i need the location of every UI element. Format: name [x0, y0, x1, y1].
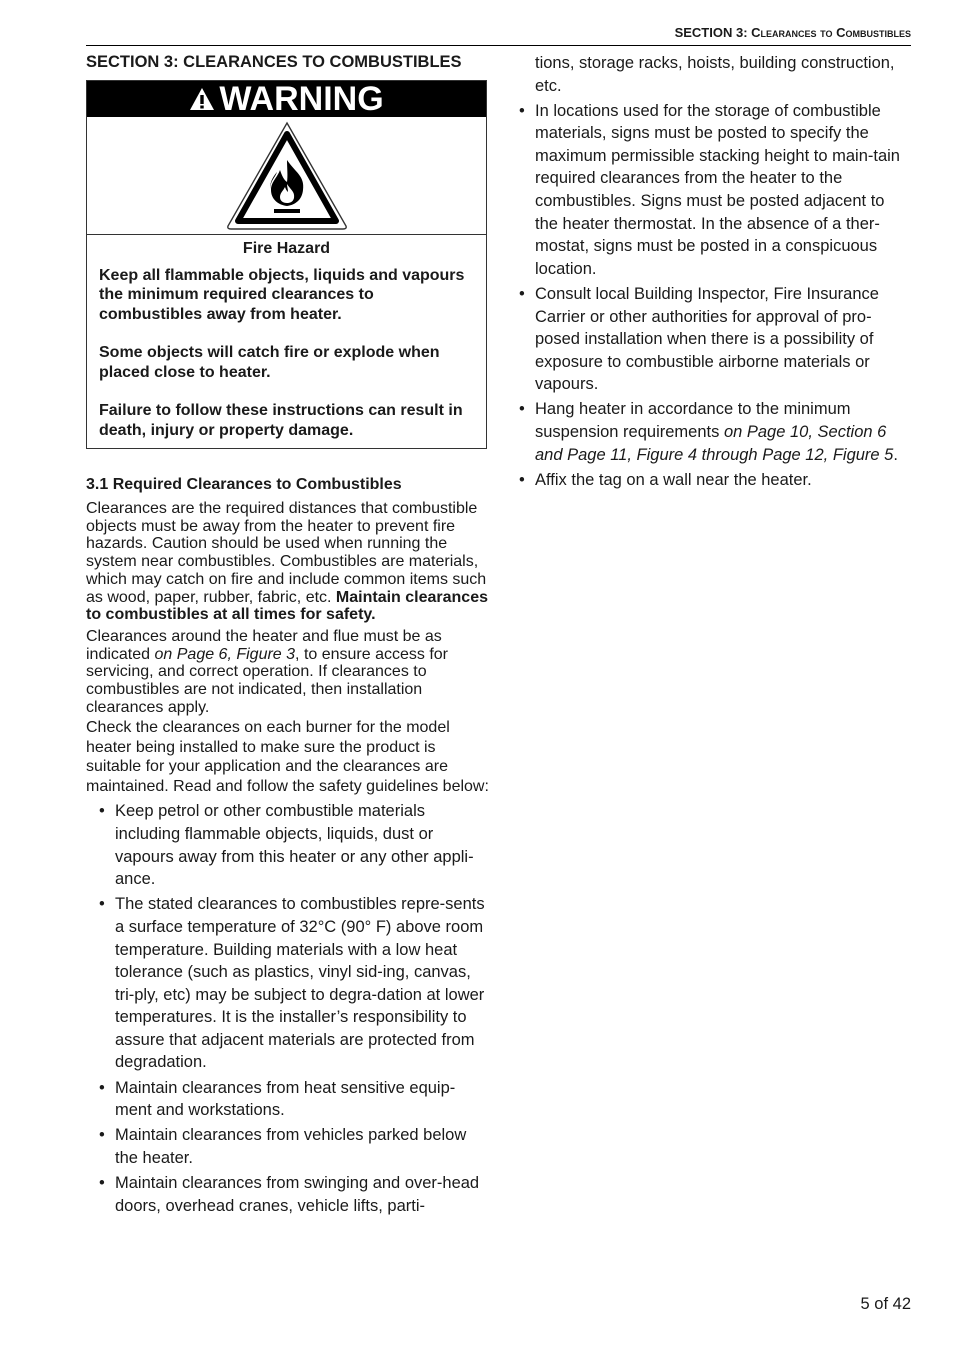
subsection-title: 3.1 Required Clearances to Combustibles [86, 476, 402, 493]
clearances-paragraph-bold: Maintain clearances to combustibles at all times for safety. [86, 588, 488, 624]
hazard-title: Fire Hazard [242, 240, 331, 257]
flue-clearances-text-b: , to ensure access for servicing, and correct operation. If clearances to combustibles are not indicated, then installation clearances apply. [86, 645, 449, 716]
clearances-paragraph-text: Clearances are the required distances that combustible objects must be away from the heater to prevent fire hazards. Caution should be used when running the system near combustibles. Combustibles are materials, which may catch on fire and include common items such as wood, paper, rubber, fabric, etc. [86, 500, 487, 606]
warning-box [86, 80, 487, 449]
section-title: SECTION 3: CLEARANCES TO COMBUSTIBLES [86, 53, 462, 71]
check-clearances-paragraph: Check the clearances on each burner for the model heater being installed to make sure the product is suitable for your application and the clearances are maintained. Read and follow the safety guidelines below: [86, 719, 489, 795]
suspension-reference: on Page 10, Section 6 and Page 11, Figure 4 through Page 12, Figure 5 [535, 423, 894, 464]
warning-banner [87, 81, 486, 117]
warning-paragraph-3: Failure to follow these instructions can result in death, injury or property damage. [99, 402, 463, 439]
list-item: • Keep petrol or other combustible materials including flammable objects, liquids, dust or vapours away from this heater or any other appli-ance. [99, 802, 474, 889]
list-item: • Consult local Building Inspector, Fire Insurance Carrier or other authorities for approval of pro-posed installation when there is a possibility of exposure to combustible airborne materials or vapours. [519, 284, 879, 394]
list-item: • Affix the tag on a wall near the heater. [519, 470, 812, 489]
running-header [86, 24, 911, 46]
running-header-section-name: Clearances to Combustibles [751, 25, 911, 40]
flue-clearances-paragraph [86, 628, 490, 717]
list-item: • In locations used for the storage of combustible materials, signs must be posted to specify the maximum permissible stacking height to main-tain required clearances from the heater to the combustibles. Signs must be posted adjacent to the heater thermostat. In the absence of a ther-mostat, signs must be posted in a conspicuous location. [519, 101, 900, 278]
list-item: • Maintain clearances from heat sensitive equip-ment and workstations. [99, 1078, 456, 1120]
clearances-paragraph [86, 500, 490, 624]
safety-guidelines-list [86, 800, 490, 1217]
warning-text [87, 235, 486, 448]
safety-guidelines-list-continued [519, 100, 911, 492]
flue-clearances-text-a: Clearances around the heater and flue must be as indicated [86, 627, 442, 663]
list-item: • The stated clearances to combustibles repre-sents a surface temperature of 32°C (90° F) above room temperature. Building materials with a low heat tolerance (such as plastics, vinyl sid-ing, canvas, tri-ply, etc) may be subject to degra-dation at lower temperatures. It is the installer’s responsibility to assure that adjacent materials are protected from degradation. [99, 895, 485, 1072]
warning-symbol-area [87, 117, 486, 235]
list-continuation: tions, storage racks, hoists, building construction, etc. [535, 54, 895, 95]
figure-3-reference: on Page 6, Figure 3 [154, 645, 296, 663]
running-header-prefix: SECTION 3: [674, 25, 752, 40]
list-item: • Hang heater in accordance to the minimum suspension requirements on Page 10, Section 6 and Page 11, Figure 4 through Page 12, Figure 5. [519, 400, 898, 464]
list-item: • Maintain clearances from vehicles parked below the heater. [99, 1126, 467, 1167]
list-item: • Maintain clearances from swinging and over-head doors, overhead cranes, vehicle lifts, parti- [99, 1173, 480, 1215]
warning-triangle-icon [189, 87, 215, 111]
left-column [86, 52, 490, 1220]
right-column [519, 52, 911, 494]
warning-paragraph-2: Some objects will catch fire or explode when placed close to heater. [99, 344, 440, 381]
fire-hazard-icon [225, 120, 349, 232]
warning-paragraph-1: Keep all flammable objects, liquids and vapours the minimum required clearances to combustibles away from heater. [99, 266, 465, 323]
warning-label: WARNING [219, 79, 384, 118]
page-number: 5 of 42 [860, 1295, 911, 1313]
